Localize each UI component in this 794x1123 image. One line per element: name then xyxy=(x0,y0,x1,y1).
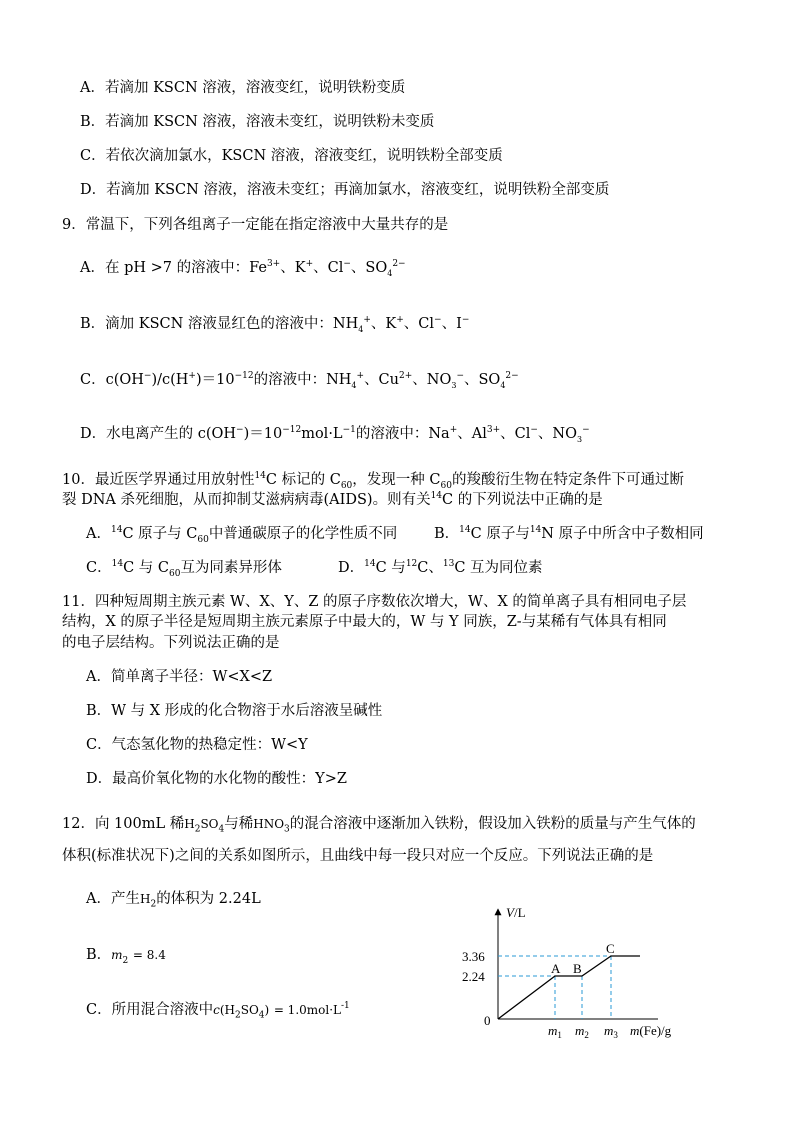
q8-option-a: A．若滴加 KSCN 溶液，溶液变红，说明铁粉变质 xyxy=(80,80,406,96)
y-tick-2.24: 2.24 xyxy=(462,969,485,984)
q12-option-c: C．所用混合溶液中$c(H_2SO_4) = 1.0mol\cdot L^{-1}$ xyxy=(86,1001,350,1021)
q10-option-d: D．$^{14}$C 与$^{12}$C、$^{13}$C 互为同位素 xyxy=(338,559,543,576)
point-c-label: C xyxy=(606,941,615,956)
y-axis-label: V/L xyxy=(506,905,526,920)
q12-option-a: A．产生$H_2$的体积为 2.24L xyxy=(86,891,261,910)
q11-option-b: B．W 与 X 形成的化合物溶于水后溶液呈碱性 xyxy=(86,703,383,719)
volume-curve xyxy=(498,956,640,1019)
q12-option-b: B．$m_2 = 8.4$ xyxy=(86,947,166,966)
q11-option-a: A．简单离子半径：W<X<Z xyxy=(86,669,273,685)
q10-option-a: A．$^{14}$C 原子与 $C_{60}$中普通碳原子的化学性质不同 xyxy=(86,525,398,545)
x-tick-m1: $m_1$ xyxy=(548,1023,562,1039)
point-a-label: A xyxy=(551,961,561,976)
volume-vs-iron-mass-graph xyxy=(458,905,690,1039)
x-tick-m2: $m_2$ xyxy=(575,1023,589,1039)
q9-option-d: D．水电离产生的 $c(OH^-)=10^{-12}mol\cdot L^{-1}$的溶液中：Na+、$Al^{3+}$、Cl−、$NO_3^-$ xyxy=(80,425,590,444)
q11-line2: 结构，X 的原子半径是短周期主族元素原子中最大的，W 与 Y 同族，Z-与某稀有气体具有相同 xyxy=(62,614,667,630)
q12-line2: 体积(标准状况下)之间的关系如图所示，且曲线中每一段只对应一个反应。下列说法正确的是 xyxy=(62,848,654,864)
q10-line2: 裂 DNA 杀死细胞，从而抑制艾滋病病毒(AIDS)。则有关$^{14}$C 的下列说法中正确的是 xyxy=(62,491,603,508)
q12-line1: 12．向 100mL 稀$H_2SO_4$与稀$HNO_3$的混合溶液中逐渐加入铁粉，假设加入铁粉的质量与产生气体的 xyxy=(62,816,696,835)
point-b-label: B xyxy=(573,961,582,976)
q9-stem: 9．常温下，下列各组离子一定能在指定溶液中大量共存的是 xyxy=(62,217,449,233)
q9-option-c: C．$c(OH^-)/c(H^+)=10^{-12}$的溶液中：$NH_4^+$、$Cu^{2+}$、$NO_3^-$、$SO_4^{2-}$ xyxy=(80,371,519,390)
q9-option-b: B．滴加 KSCN 溶液显红色的溶液中：$NH_4^+$、K+、Cl−、I− xyxy=(80,315,470,334)
x-axis-label: m(Fe)/g xyxy=(630,1023,672,1038)
q9-option-a: A．在 pH >7 的溶液中：$Fe^{3+}$、K+、Cl−、$SO_4^{2-}$ xyxy=(80,259,406,278)
q8-option-d: D．若滴加 KSCN 溶液，溶液未变红；再滴加氯水，溶液变红，说明铁粉全部变质 xyxy=(80,182,610,198)
q10-line1: 10．最近医学界通过用放射性$^{14}$C 标记的 $C_{60}$，发现一种 $C_{60}$的羧酸衍生物在特定条件下可通过断 xyxy=(62,471,684,491)
q10-option-c: C．$^{14}$C 与 $C_{60}$互为同素异形体 xyxy=(86,559,282,579)
q11-line1: 11．四种短周期主族元素 W、X、Y、Z 的原子序数依次增大，W、X 的简单离子具有相同电子层 xyxy=(62,594,687,610)
origin-label: 0 xyxy=(484,1013,491,1028)
q11-line3: 的电子层结构。下列说法正确的是 xyxy=(62,635,280,651)
q11-option-c: C．气态氢化物的热稳定性：W<Y xyxy=(86,737,308,753)
q8-option-b: B．若滴加 KSCN 溶液，溶液未变红，说明铁粉未变质 xyxy=(80,114,435,130)
q10-option-b: B．$^{14}$C 原子与$^{14}$N 原子中所含中子数相同 xyxy=(434,525,704,542)
q8-option-c: C．若依次滴加氯水，KSCN 溶液，溶液变红，说明铁粉全部变质 xyxy=(80,148,503,164)
x-tick-m3: $m_3$ xyxy=(604,1023,618,1039)
y-tick-3.36: 3.36 xyxy=(462,949,485,964)
q11-option-d: D．最高价氧化物的水化物的酸性：Y>Z xyxy=(86,771,347,787)
